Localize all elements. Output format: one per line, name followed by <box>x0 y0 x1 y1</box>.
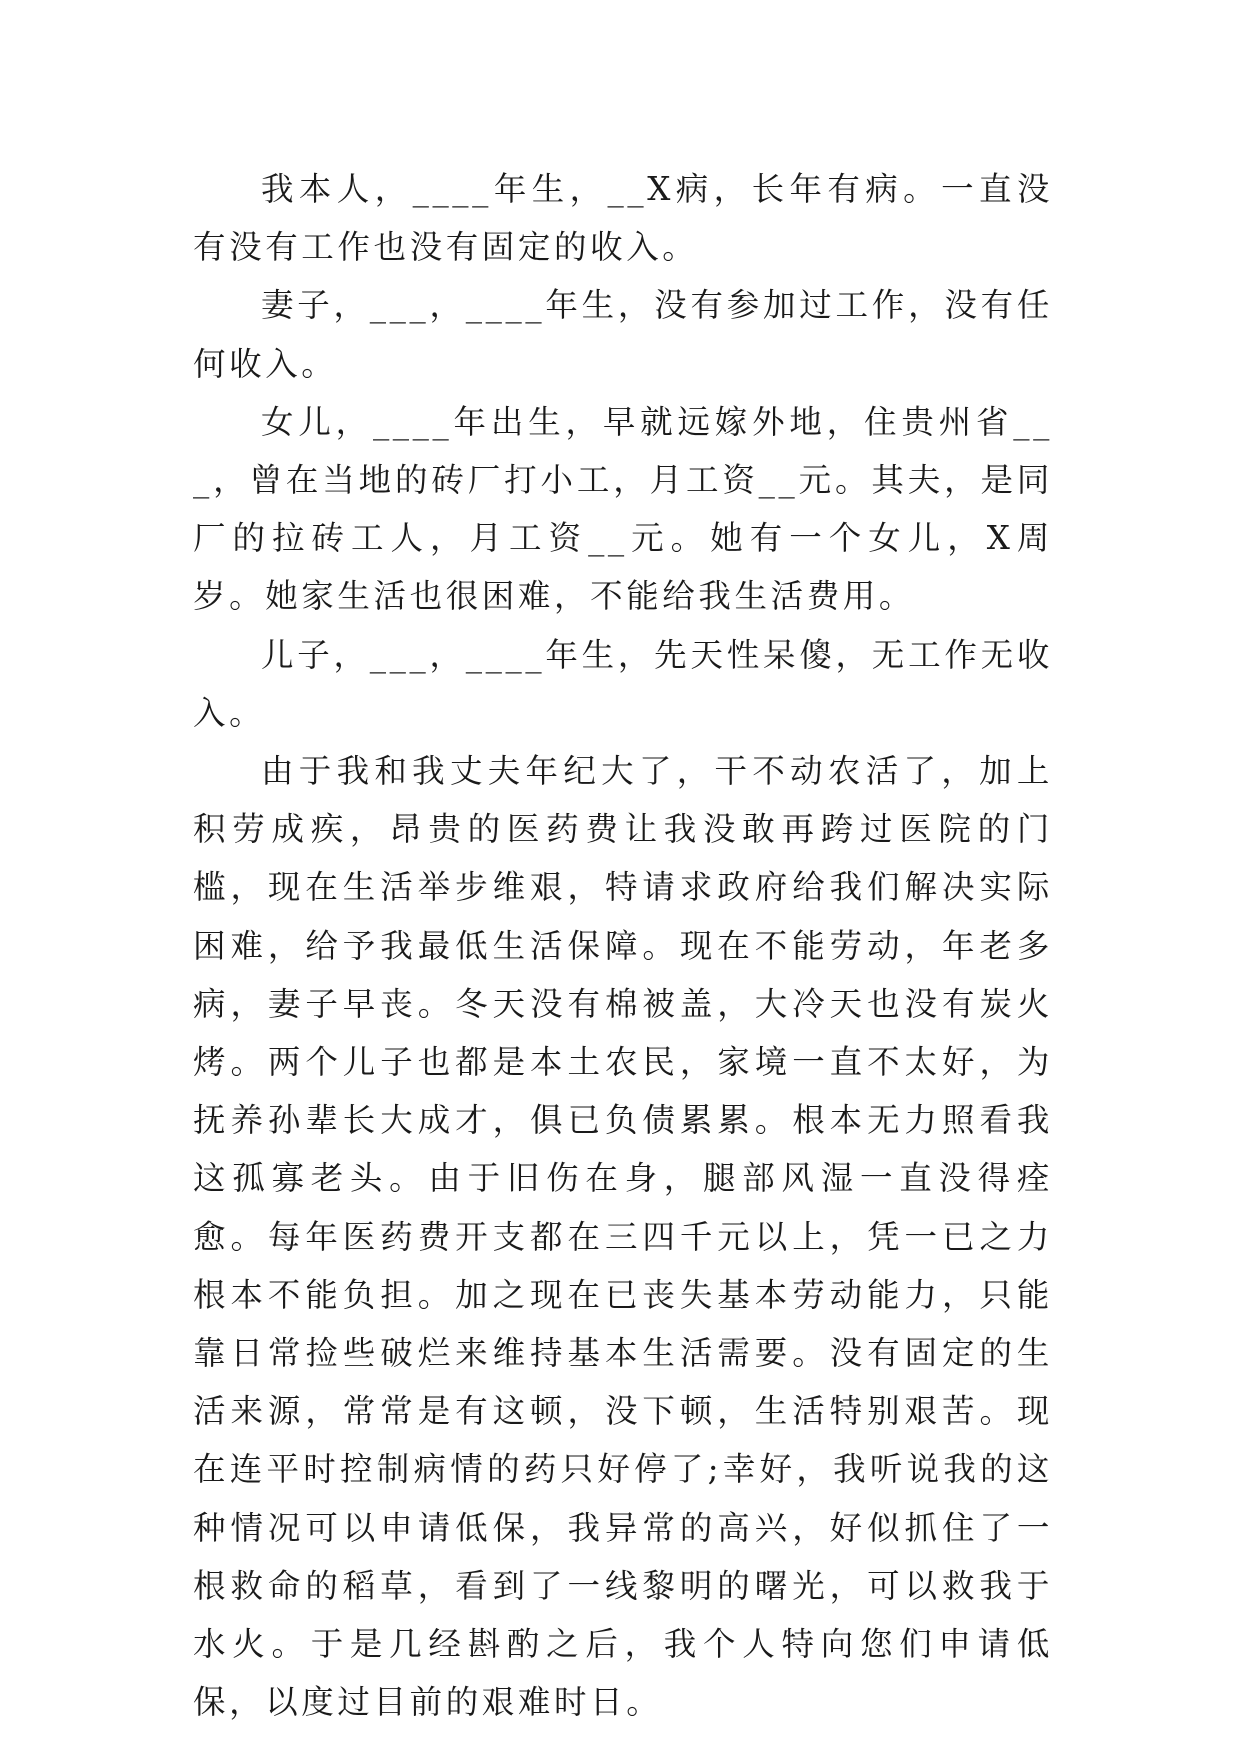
paragraph-son: 儿子，___，____年生，先天性呆傻，无工作无收入。 <box>193 635 1053 732</box>
paragraph-request: 由于我和我丈夫年纪大了，干不动农活了，加上积劳成疾，昂贵的医药费让我没敢再跨过医院的门槛，现在生活举步维艰，特请求政府给我们解决实际困难，给予我最低生活保障。现在不能劳动，年老多病，妻子早丧。冬天没有棉被盖，大冷天也没有炭火烤。两个儿子也都是本土农民，家境一直不太好，为抚养孙辈长大成才，俱已负债累累。根本无力照看我这孤寡老头。由于旧伤在身，腿部风湿一直没得痊愈。每年医药费开支都在三四千元以上，凭一已之力根本不能负担。加之现在已丧失基本劳动能力，只能靠日常捡些破烂来维持基本生活需要。没有固定的生活来源，常常是有这顿，没下顿，生活特别艰苦。现在连平时控制病情的药只好停了;幸好，我听说我的这种情况可以申请低保，我异常的高兴，好似抓住了一根救命的稻草，看到了一线黎明的曙光，可以救我于水火。于是几经斟酌之后，我个人特向您们申请低保，以度过目前的艰难时日。 <box>193 752 1053 1722</box>
paragraph-daughter: 女儿，____年出生，早就远嫁外地，住贵州省___，曾在当地的砖厂打小工，月工资__元。其夫，是同厂的拉砖工人，月工资__元。她有一个女儿，X周岁。她家生活也很困难，不能给我生活费用。 <box>193 402 1053 616</box>
paragraph-wife: 妻子，___，____年生，没有参加过工作，没有任何收入。 <box>193 286 1053 383</box>
paragraph-self: 我本人，____年生，__X病，长年有病。一直没有没有工作也没有固定的收入。 <box>193 170 1053 267</box>
document-body <box>193 160 1053 1731</box>
